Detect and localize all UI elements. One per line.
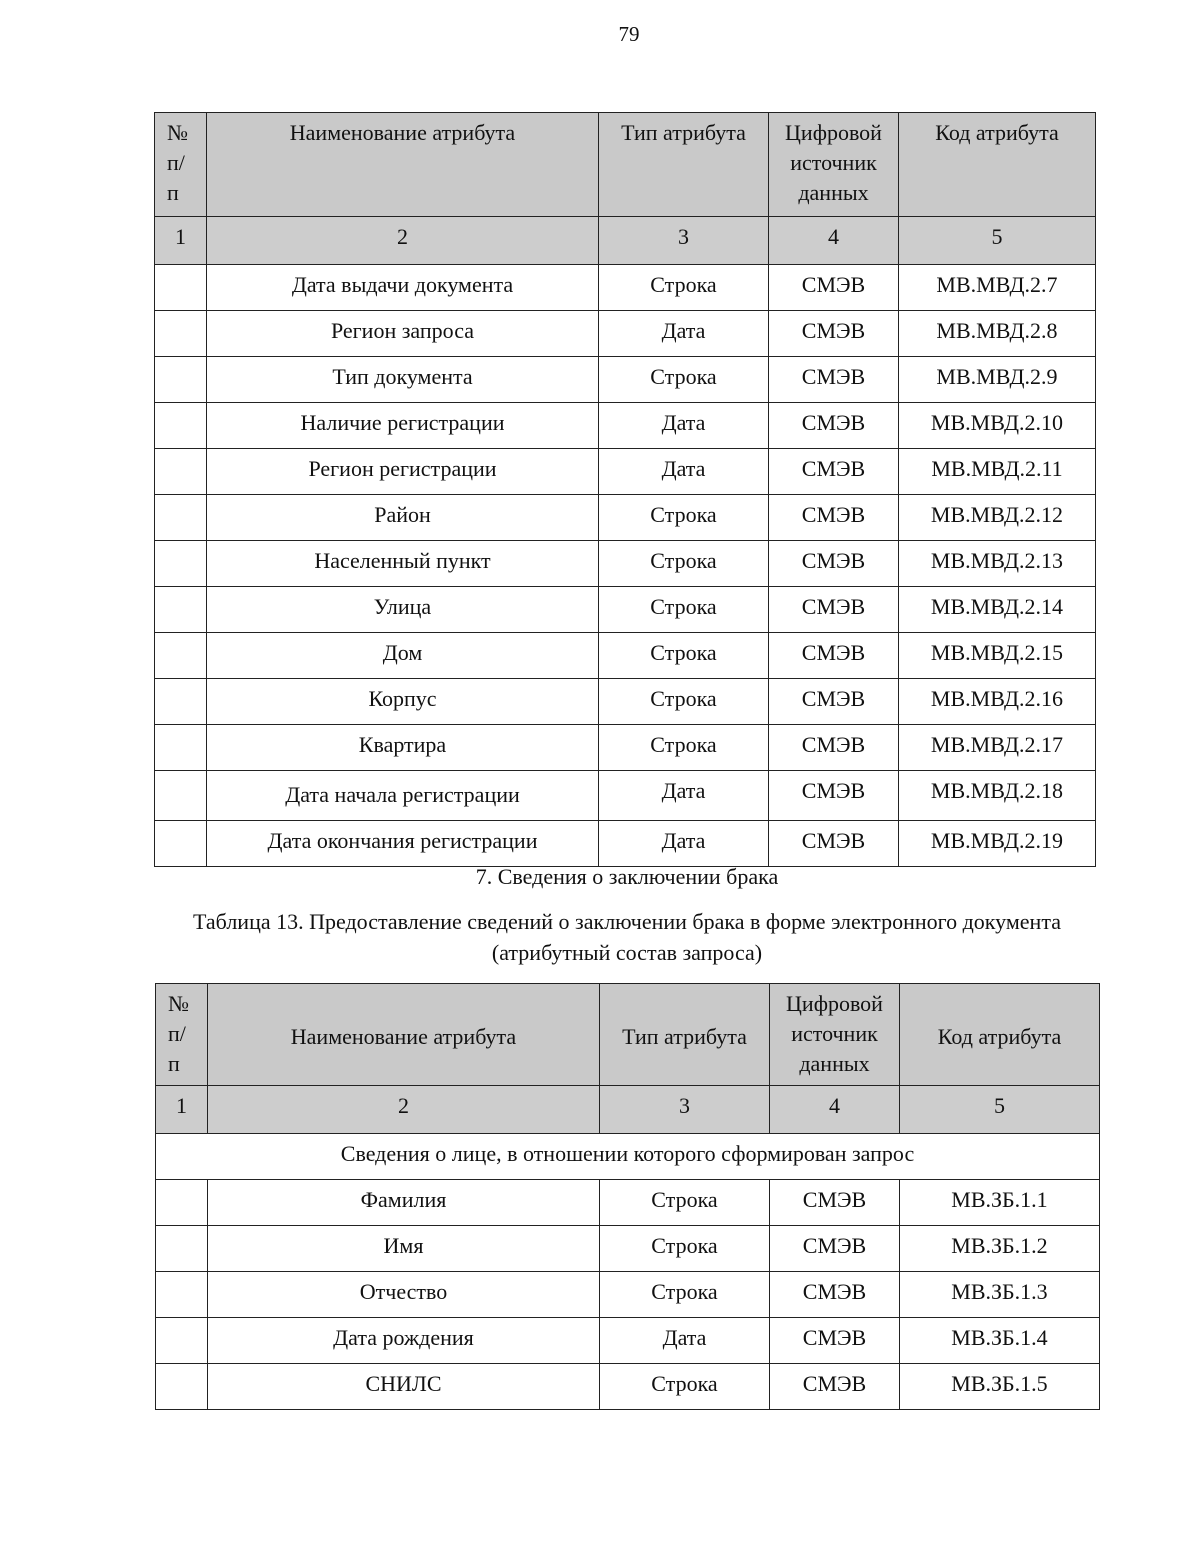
column-number-row xyxy=(156,1086,1100,1134)
header-attribute-code: Код атрибута xyxy=(899,113,1096,217)
cell-attribute-name: Дата рождения xyxy=(208,1318,600,1364)
column-number-row xyxy=(155,217,1096,265)
cell-attribute-name: Регион регистрации xyxy=(207,449,599,495)
column-number: 2 xyxy=(207,217,599,265)
cell-attribute-code: МВ.ЗБ.1.4 xyxy=(900,1318,1100,1364)
cell-data-source: СМЭВ xyxy=(770,1180,900,1226)
table-row xyxy=(155,821,1096,867)
cell-attribute-name: Квартира xyxy=(207,725,599,771)
cell-attribute-type: Строка xyxy=(599,357,769,403)
cell-attribute-type: Дата xyxy=(599,821,769,867)
cell-data-source: СМЭВ xyxy=(769,495,899,541)
cell-attribute-type: Дата xyxy=(600,1318,770,1364)
cell-attribute-type: Строка xyxy=(599,541,769,587)
cell-attribute-code: МВ.МВД.2.14 xyxy=(899,587,1096,633)
cell-attribute-type: Строка xyxy=(600,1180,770,1226)
cell-attribute-type: Дата xyxy=(599,449,769,495)
cell-attribute-type: Строка xyxy=(599,587,769,633)
table-row xyxy=(155,403,1096,449)
cell-attribute-name: Фамилия xyxy=(208,1180,600,1226)
column-number: 2 xyxy=(208,1086,600,1134)
table-row xyxy=(155,541,1096,587)
table-row xyxy=(156,1364,1100,1410)
cell-data-source: СМЭВ xyxy=(769,403,899,449)
cell-attribute-name: Отчество xyxy=(208,1272,600,1318)
table-row xyxy=(155,265,1096,311)
column-number: 4 xyxy=(770,1086,900,1134)
cell-number xyxy=(155,821,207,867)
cell-attribute-type: Дата xyxy=(599,771,769,821)
table-caption: Таблица 13. Предоставление сведений о заключении брака в форме электронного документа (атрибутный состав запроса) xyxy=(193,909,1061,965)
cell-attribute-code: МВ.ЗБ.1.1 xyxy=(900,1180,1100,1226)
cell-attribute-name: Корпус xyxy=(207,679,599,725)
cell-attribute-type: Строка xyxy=(599,495,769,541)
cell-number xyxy=(155,449,207,495)
cell-data-source: СМЭВ xyxy=(769,587,899,633)
cell-number xyxy=(155,357,207,403)
cell-attribute-name: СНИЛС xyxy=(208,1364,600,1410)
cell-data-source: СМЭВ xyxy=(769,311,899,357)
cell-number xyxy=(155,265,207,311)
cell-attribute-type: Строка xyxy=(600,1272,770,1318)
header-data-source: Цифровой источник данных xyxy=(769,113,899,217)
cell-attribute-type: Строка xyxy=(599,725,769,771)
cell-data-source: СМЭВ xyxy=(769,357,899,403)
column-number: 1 xyxy=(156,1086,208,1134)
cell-attribute-code: МВ.МВД.2.9 xyxy=(899,357,1096,403)
table-row xyxy=(155,449,1096,495)
table-row xyxy=(156,1318,1100,1364)
cell-number xyxy=(155,679,207,725)
cell-attribute-name: Дом xyxy=(207,633,599,679)
cell-number xyxy=(155,725,207,771)
cell-number xyxy=(155,495,207,541)
cell-attribute-name: Дата начала регистрации xyxy=(207,771,599,821)
cell-data-source: СМЭВ xyxy=(769,725,899,771)
table-row xyxy=(156,1272,1100,1318)
table-row xyxy=(155,357,1096,403)
cell-attribute-name: Улица xyxy=(207,587,599,633)
column-number: 4 xyxy=(769,217,899,265)
column-number: 1 xyxy=(155,217,207,265)
cell-number xyxy=(156,1318,208,1364)
attributes-table-mvd xyxy=(154,112,1096,867)
cell-data-source: СМЭВ xyxy=(769,449,899,495)
cell-attribute-code: МВ.МВД.2.10 xyxy=(899,403,1096,449)
table-row xyxy=(155,771,1096,821)
page-number: 79 xyxy=(618,22,640,46)
cell-data-source: СМЭВ xyxy=(769,541,899,587)
attributes-table-marriage xyxy=(155,983,1100,1410)
section-title: 7. Сведения о заключении брака xyxy=(475,864,779,889)
cell-data-source: СМЭВ xyxy=(770,1318,900,1364)
cell-attribute-name: Имя xyxy=(208,1226,600,1272)
cell-data-source: СМЭВ xyxy=(769,821,899,867)
header-attribute-name: Наименование атрибута xyxy=(208,984,600,1086)
table-row xyxy=(155,633,1096,679)
table-row xyxy=(156,1226,1100,1272)
cell-attribute-type: Дата xyxy=(599,311,769,357)
cell-data-source: СМЭВ xyxy=(769,679,899,725)
header-attribute-code: Код атрибута xyxy=(900,984,1100,1086)
cell-attribute-type: Строка xyxy=(600,1364,770,1410)
cell-attribute-code: МВ.МВД.2.8 xyxy=(899,311,1096,357)
cell-attribute-code: МВ.МВД.2.15 xyxy=(899,633,1096,679)
header-number: № п/ п xyxy=(156,984,208,1086)
cell-attribute-type: Строка xyxy=(599,679,769,725)
cell-attribute-code: МВ.МВД.2.13 xyxy=(899,541,1096,587)
table-header-row xyxy=(155,113,1096,217)
cell-attribute-name: Регион запроса xyxy=(207,311,599,357)
cell-data-source: СМЭВ xyxy=(770,1226,900,1272)
cell-number xyxy=(155,587,207,633)
cell-attribute-name: Район xyxy=(207,495,599,541)
cell-data-source: СМЭВ xyxy=(770,1364,900,1410)
table-row xyxy=(155,311,1096,357)
cell-number xyxy=(156,1364,208,1410)
cell-attribute-type: Дата xyxy=(599,403,769,449)
header-attribute-name: Наименование атрибута xyxy=(207,113,599,217)
cell-number xyxy=(155,403,207,449)
group-row xyxy=(156,1134,1100,1180)
group-title: Сведения о лице, в отношении которого сформирован запрос xyxy=(156,1134,1100,1180)
table-header-row xyxy=(156,984,1100,1086)
cell-data-source: СМЭВ xyxy=(769,771,899,821)
header-number: № п/ п xyxy=(155,113,207,217)
cell-attribute-code: МВ.ЗБ.1.2 xyxy=(900,1226,1100,1272)
cell-attribute-code: МВ.МВД.2.12 xyxy=(899,495,1096,541)
cell-attribute-code: МВ.МВД.2.7 xyxy=(899,265,1096,311)
column-number: 5 xyxy=(900,1086,1100,1134)
header-attribute-type: Тип атрибута xyxy=(600,984,770,1086)
header-attribute-type: Тип атрибута xyxy=(599,113,769,217)
cell-attribute-name: Дата выдачи документа xyxy=(207,265,599,311)
cell-data-source: СМЭВ xyxy=(769,633,899,679)
cell-number xyxy=(155,771,207,821)
cell-attribute-name: Дата окончания регистрации xyxy=(207,821,599,867)
cell-attribute-type: Строка xyxy=(600,1226,770,1272)
cell-attribute-code: МВ.МВД.2.16 xyxy=(899,679,1096,725)
cell-attribute-code: МВ.ЗБ.1.5 xyxy=(900,1364,1100,1410)
column-number: 3 xyxy=(599,217,769,265)
cell-data-source: СМЭВ xyxy=(769,265,899,311)
column-number: 5 xyxy=(899,217,1096,265)
cell-number xyxy=(155,311,207,357)
cell-attribute-code: МВ.МВД.2.19 xyxy=(899,821,1096,867)
table-row xyxy=(155,587,1096,633)
cell-number xyxy=(155,541,207,587)
cell-attribute-code: МВ.МВД.2.18 xyxy=(899,771,1096,821)
cell-attribute-type: Строка xyxy=(599,633,769,679)
cell-attribute-code: МВ.МВД.2.11 xyxy=(899,449,1096,495)
cell-number xyxy=(155,633,207,679)
cell-number xyxy=(156,1272,208,1318)
cell-data-source: СМЭВ xyxy=(770,1272,900,1318)
table-row xyxy=(155,725,1096,771)
cell-attribute-code: МВ.ЗБ.1.3 xyxy=(900,1272,1100,1318)
column-number: 3 xyxy=(600,1086,770,1134)
cell-attribute-name: Населенный пункт xyxy=(207,541,599,587)
cell-attribute-type: Строка xyxy=(599,265,769,311)
cell-attribute-name: Тип документа xyxy=(207,357,599,403)
cell-attribute-code: МВ.МВД.2.17 xyxy=(899,725,1096,771)
cell-attribute-name: Наличие регистрации xyxy=(207,403,599,449)
table-row xyxy=(155,495,1096,541)
header-data-source: Цифровой источник данных xyxy=(770,984,900,1086)
cell-number xyxy=(156,1180,208,1226)
table-row xyxy=(155,679,1096,725)
cell-number xyxy=(156,1226,208,1272)
table-row xyxy=(156,1180,1100,1226)
